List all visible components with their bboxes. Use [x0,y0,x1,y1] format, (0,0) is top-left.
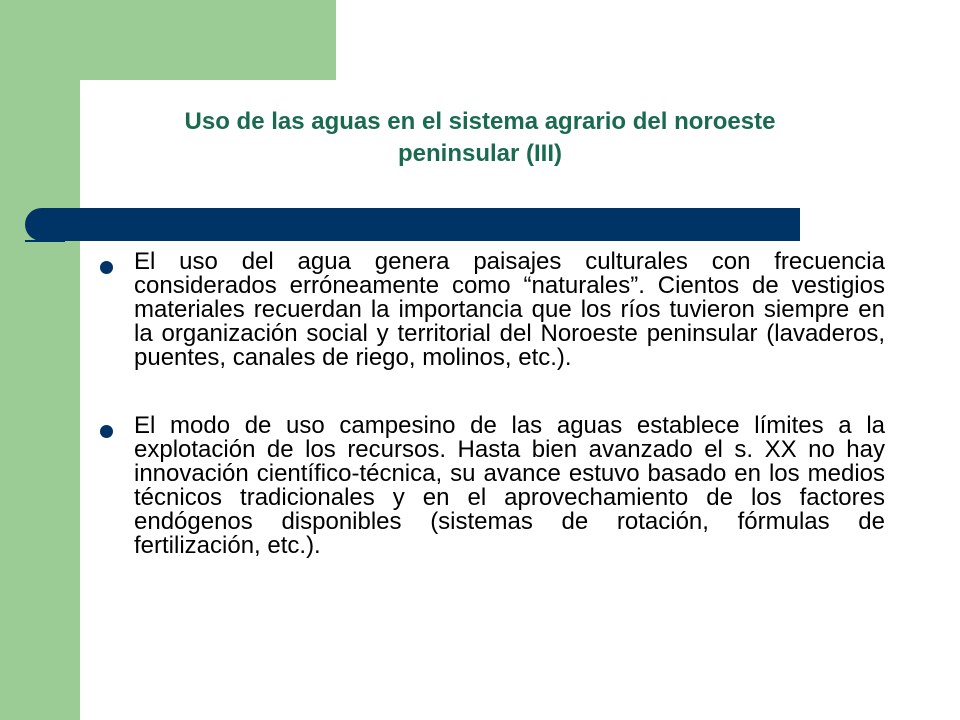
bullet-dot-icon [100,425,113,438]
title-divider-bar [25,208,800,241]
bullet-item [100,250,885,370]
bullet-text: El modo de uso campesino de las aguas establece límites a la explotación de los recursos. Hasta bien avanzado el s. XX no hay innovación científico-técnica, su avance estuvo basado en los medios técnicos tradicionales y en el aprovechamiento de los factores endógenos disponibles (sistemas de rotación, fórmulas de fertilización, etc.). [134,412,885,559]
slide-title [100,106,860,170]
slide-title-line-1: Uso de las aguas en el sistema agrario del noroeste [184,108,776,135]
bullet-text: El uso del agua genera paisajes culturales con frecuencia considerados erróneamente como “naturales”. Cientos de vestigios materiales recuerdan la importancia que los ríos tuvieron siempre en la organización social y territorial del Noroeste peninsular (lavaderos, puentes, canales de riego, molinos, etc.). [134,248,885,371]
bullet-list [100,250,885,602]
bullet-item [100,414,885,558]
slide-title-line-2: peninsular (III) [397,140,562,167]
green-sidebar [0,0,80,720]
green-top-band [0,0,336,80]
bullet-dot-icon [100,261,113,274]
title-divider-underline [25,240,65,242]
